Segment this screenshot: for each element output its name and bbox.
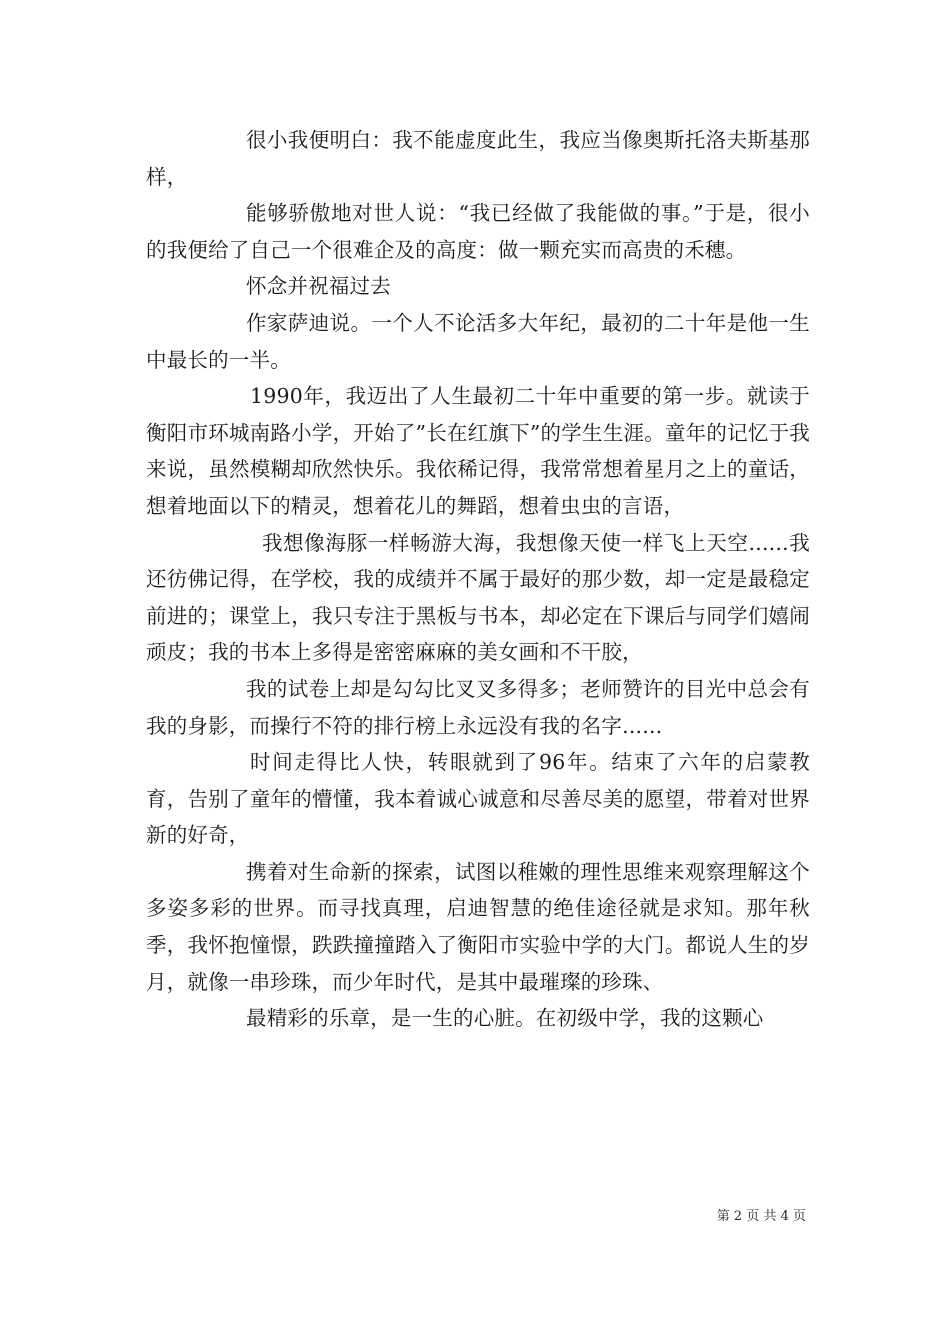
paragraph-4: 1990年，我迈出了人生最初二十年中重要的第一步。就读于衡阳市环城南路小学，开始了”长在红旗下”的学生生涯。童年的记忆于我来说，虽然模糊却欣然快乐。我依稀记得，我常常想着星月之上的童话，想着地面以下的精灵，想着花儿的舞蹈，想着虫虫的言语， bbox=[146, 384, 810, 518]
paragraph-7: 时间走得比人快，转眼就到了96年。结束了六年的启蒙教育，告别了童年的懵懂，我本着诚心诚意和尽善尽美的愿望，带着对世界新的好奇， bbox=[146, 750, 810, 848]
paragraph-6: 我的试卷上却是勾勾比叉叉多得多；老师赞许的目光中总会有我的身影，而操行不符的排行榜上永远没有我的名字...... bbox=[146, 676, 810, 738]
paragraph-1: 很小我便明白：我不能虚度此生，我应当像奥斯托洛夫斯基那样， bbox=[146, 128, 810, 189]
paragraph-3: 作家萨迪说。一个人不论活多大年纪，最初的二十年是他一生中最长的一半。 bbox=[146, 310, 810, 372]
page-number-footer: 第 2 页 共 4 页 bbox=[716, 1209, 806, 1224]
paragraph-9: 最精彩的乐章，是一生的心脏。在初级中学，我的这颗心 bbox=[246, 1006, 764, 1031]
paragraph-2: 能够骄傲地对世人说：“我已经做了我能做的事。”于是，很小的我便给了自己一个很难企及的高度：做一颗充实而高贵的禾穗。 bbox=[146, 201, 810, 262]
paragraph-8: 携着对生命新的探索，试图以稚嫩的理性思维来观察理解这个多姿多彩的世界。而寻找真理，启迪智慧的绝佳途径就是求知。那年秋季，我怀抱憧憬，跌跌撞撞踏入了衡阳市实验中学的大门。都说人生的岁月，就像一串珍珠，而少年时代，是其中最璀璨的珍珠、 bbox=[146, 859, 810, 994]
section-heading: 怀念并祝福过去 bbox=[246, 274, 391, 299]
paragraph-5: 我想像海豚一样畅游大海，我想像天使一样飞上天空......我还彷佛记得，在学校，我的成绩并不属于最好的那少数，却一定是最稳定前进的；课堂上，我只专注于黑板与书本，却必定在下课后与同学们嬉闹顽皮；我的书本上多得是密密麻麻的美女画和不干胶， bbox=[146, 530, 810, 665]
document-body bbox=[146, 122, 810, 1037]
